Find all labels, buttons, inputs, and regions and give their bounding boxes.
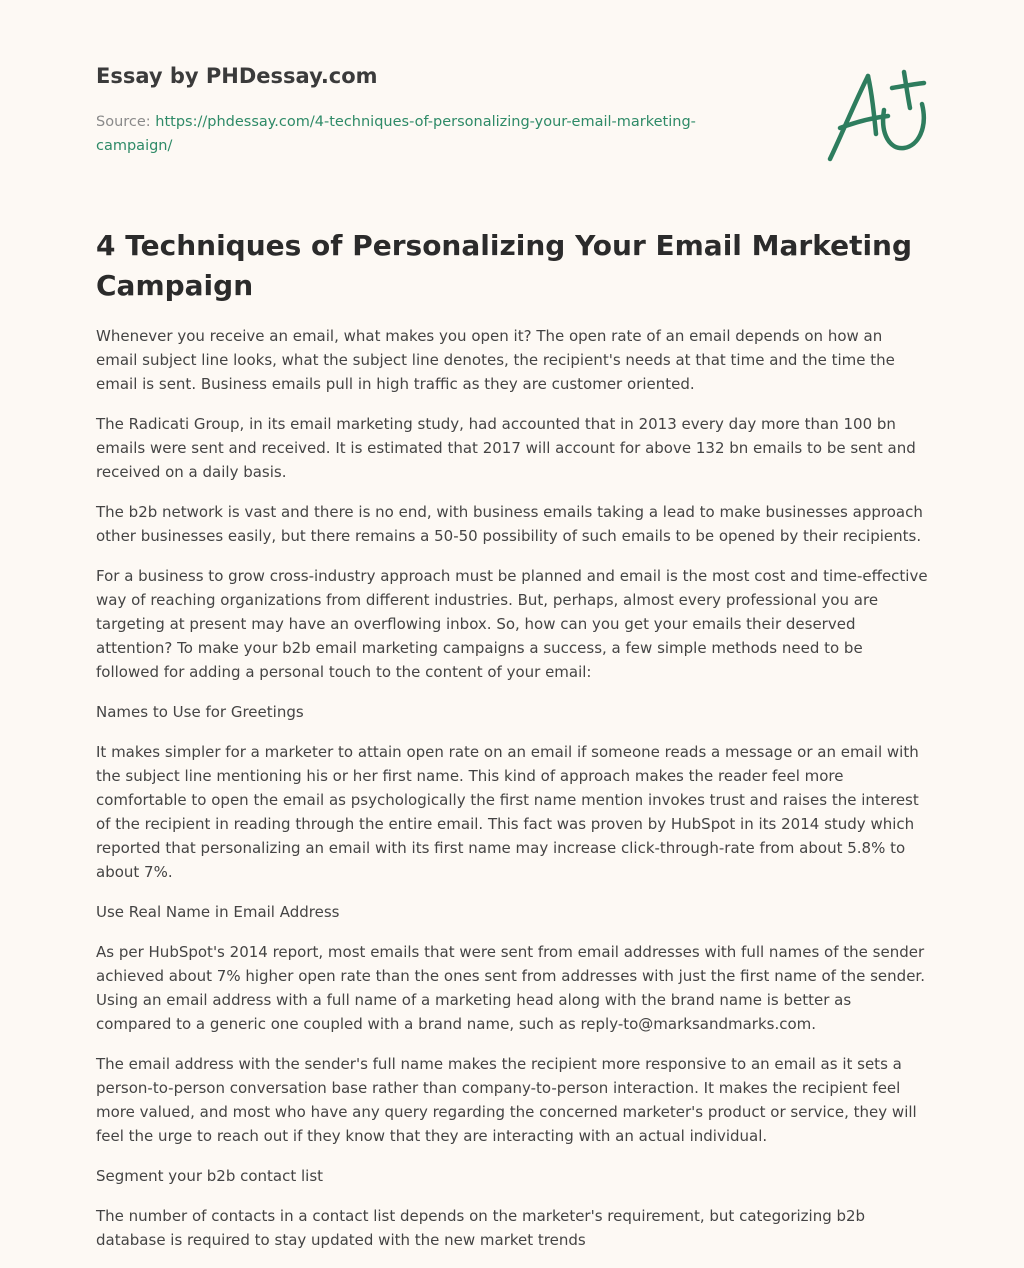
source-line — [96, 110, 756, 158]
a-plus-logo-icon — [818, 64, 936, 168]
paragraph: As per HubSpot's 2014 report, most emails that were sent from email addresses with full names of the sender achieved about 7% higher open rate than the ones sent from addresses with just the first name of the sender. Using an email address with a full name of a marketing head along with the brand name is better as compared to a generic one coupled with a brand name, such as reply-to@marksandmarks.com. — [96, 943, 925, 1033]
article-title: 4 Techniques of Personalizing Your Email Marketing Campaign — [96, 229, 913, 302]
paragraph: It makes simpler for a marketer to attain open rate on an email if someone reads a message or an email with the subject line mentioning his or her first name. This kind of approach makes the reader feel more comfortable to open the email as psychologically the first name mention invokes trust and raises the interest of the recipient in reading through the entire email. This fact was proven by HubSpot in its 2014 study which reported that personalizing an email with its first name may increase click-through-rate from about 5.8% to about 7%. — [96, 743, 919, 881]
source-label: Source: — [96, 114, 156, 130]
site-brand: Essay by PHDessay.com — [96, 64, 378, 88]
article-body — [96, 324, 928, 1268]
paragraph: The b2b network is vast and there is no end, with business emails taking a lead to make businesses approach other businesses easily, but there remains a 50-50 possibility of such emails to be opened by their recipients. — [96, 503, 923, 545]
paragraph: For a business to grow cross-industry approach must be planned and email is the most cost and time-effective way of reaching organizations from different industries. But, perhaps, almost every professional you are targeting at present may have an overflowing inbox. So, how can you get your emails their deserved attention? To make your b2b email marketing campaigns a success, a few simple methods need to be followed for adding a personal touch to the content of your email: — [96, 567, 928, 681]
paragraph: The email address with the sender's full name makes the recipient more responsive to an email as it sets a person-to-person conversation base rather than company-to-person interaction. It makes the recipient feel more valued, and most who have any query regarding the concerned marketer's product or service, they will feel the urge to reach out if they know that they are interacting with an actual individual. — [96, 1055, 917, 1145]
paragraph: Whenever you receive an email, what makes you open it? The open rate of an email depends on how an email subject line looks, what the subject line denotes, the recipient's needs at that time and the time the email is sent. Business emails pull in high traffic as they are customer oriented. — [96, 327, 895, 393]
section-heading: Segment your b2b contact list — [96, 1167, 324, 1185]
source-link[interactable]: https://phdessay.com/4-techniques-of-personalizing-your-email-marketing-campaign/ — [96, 114, 696, 154]
section-heading: Use Real Name in Email Address — [96, 903, 340, 921]
paragraph: The Radicati Group, in its email marketing study, had accounted that in 2013 every day more than 100 bn emails were sent and received. It is estimated that 2017 will account for above 132 bn emails to be sent and received on a daily basis. — [96, 415, 916, 481]
paragraph: The number of contacts in a contact list depends on the marketer's requirement, but categorizing b2b database is required to stay updated with the new market trends — [96, 1207, 866, 1249]
section-heading: Names to Use for Greetings — [96, 703, 304, 721]
